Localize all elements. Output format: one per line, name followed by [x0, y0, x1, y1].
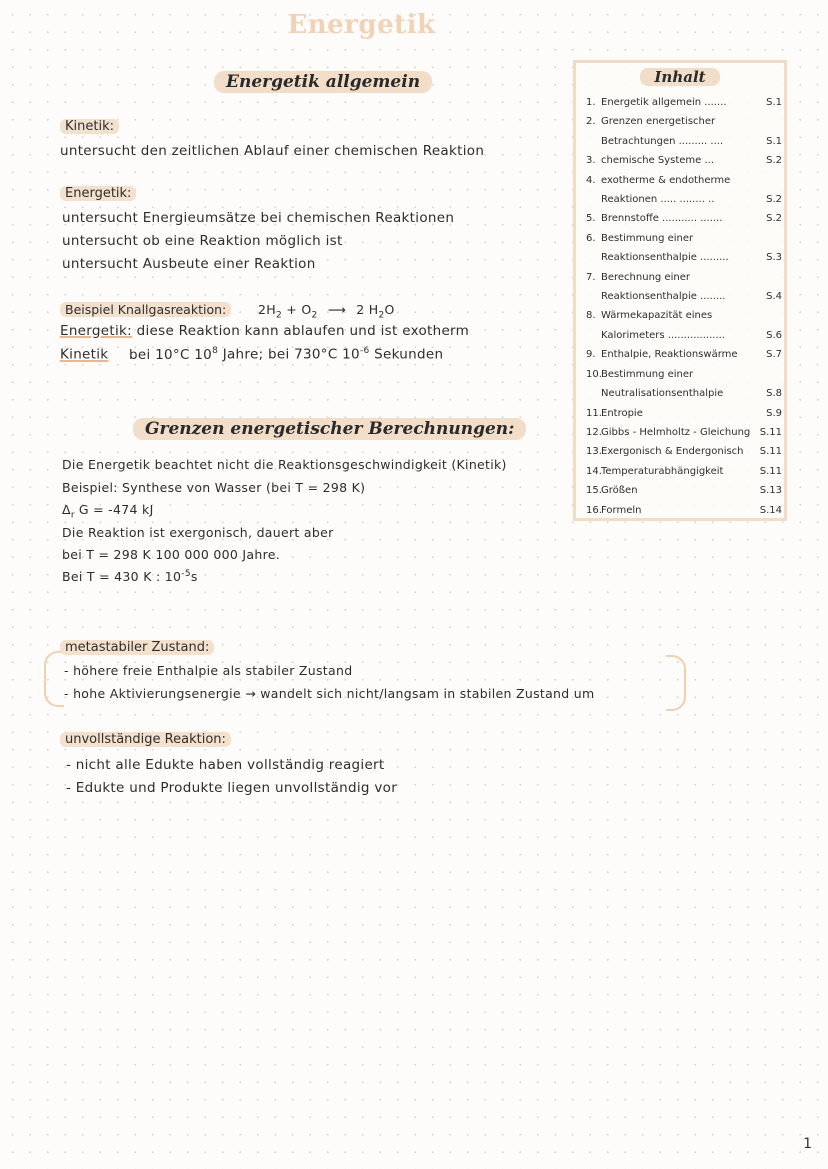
toc-item[interactable] — [586, 171, 782, 210]
beispiel-knallgas-label: Beispiel Knallgasreaktion: — [60, 302, 231, 317]
toc-item-page: S.3 — [766, 252, 782, 264]
toc-item-text: Berechnung einer — [601, 271, 690, 283]
kinetik-definition: untersucht den zeitlichen Ablauf einer chemischen Reaktion — [60, 143, 485, 159]
toc-item[interactable] — [586, 423, 782, 442]
toc-item-text: Grenzen energetischer — [601, 116, 716, 128]
grenzen-line-4: Die Reaktion ist exergonisch, dauert aber — [62, 525, 334, 540]
unvollstaendig-line-2: - Edukte und Produkte liegen unvollständig vor — [66, 780, 398, 796]
toc-item-continuation: Reaktionen ..... ........ .. — [601, 194, 715, 206]
toc-item-continuation: Reaktionsenthalpie ......... — [601, 252, 729, 264]
toc-item-number: 1. — [586, 97, 596, 108]
toc-item-page: S.1 — [766, 97, 782, 108]
toc-item-text: Gibbs - Helmholtz - Gleichung — [601, 426, 751, 438]
grenzen-line-5: bei T = 298 K 100 000 000 Jahre. — [62, 547, 281, 562]
toc-item-page: S.14 — [759, 504, 782, 516]
toc-item-text: Formeln — [601, 504, 642, 516]
toc-item-number: 4. — [586, 174, 596, 186]
grenzen-line-1: Die Energetik beachtet nicht die Reaktionsgeschwindigkeit (Kinetik) — [62, 457, 507, 472]
toc-item-number: 5. — [586, 213, 596, 225]
toc-item-text: Entropie — [601, 407, 643, 419]
toc-item[interactable] — [586, 151, 782, 170]
grenzen-delta-g: $\Delta_r$ G = -474 kJ — [62, 502, 154, 521]
kinetik-example: Kinetik bei 10°C $10^8$ Jahre; bei 730°C $10^{-6}$ Sekunden — [60, 346, 444, 363]
toc-item[interactable] — [586, 365, 782, 404]
toc-item-number: 3. — [586, 155, 596, 167]
toc-item-page: S.9 — [766, 407, 782, 419]
section-heading-energetik-allgemein: Energetik allgemein — [214, 71, 432, 93]
toc-item-number: 2. — [586, 116, 596, 128]
table-of-contents — [573, 60, 787, 521]
energetik-line-2: untersucht ob eine Reaktion möglich ist — [62, 233, 343, 249]
section-heading-grenzen: Grenzen energetischer Berechnungen: — [133, 418, 526, 440]
toc-item-number: 13. — [586, 446, 602, 458]
toc-item-page: S.1 — [766, 135, 782, 147]
energetik-line-1: untersucht Energieumsätze bei chemischen Reaktionen — [62, 210, 455, 226]
toc-item-page: S.7 — [766, 349, 782, 361]
toc-item-text: Größen — [601, 485, 638, 497]
toc-item-continuation: Kalorimeters .................. — [601, 329, 725, 341]
toc-item-text: exotherme & endotherme — [601, 174, 731, 186]
toc-item-number: 9. — [586, 349, 596, 361]
toc-item[interactable] — [586, 93, 782, 112]
toc-item-page: S.2 — [766, 194, 782, 206]
toc-item-continuation: Betrachtungen ......... .... — [601, 135, 724, 147]
page-number: 1 — [803, 1136, 812, 1152]
toc-item-page: S.2 — [766, 155, 782, 167]
toc-item-number: 11. — [586, 407, 602, 419]
toc-item-page: S.11 — [759, 446, 782, 458]
toc-item-number: 16. — [586, 504, 602, 516]
toc-item-text: Wärmekapazität eines — [601, 310, 713, 322]
toc-item-text: Bestimmung einer — [601, 232, 694, 244]
toc-item-text: Bestimmung einer — [601, 368, 694, 380]
toc-item-text: Exergonisch & Endergonisch — [601, 446, 744, 458]
metastabiler-zustand-label: metastabiler Zustand: — [60, 640, 214, 655]
toc-item[interactable] — [586, 306, 782, 345]
toc-item-number: 15. — [586, 485, 602, 497]
toc-item[interactable] — [586, 462, 782, 481]
toc-item-page: S.8 — [766, 388, 782, 400]
toc-item-page: S.11 — [759, 426, 782, 438]
toc-item[interactable] — [586, 501, 782, 520]
toc-list — [586, 93, 782, 520]
toc-item-number: 8. — [586, 310, 596, 322]
toc-item-page: S.6 — [766, 329, 782, 341]
toc-item-text: Temperaturabhängigkeit — [601, 465, 724, 477]
toc-item-number: 7. — [586, 271, 596, 283]
toc-item[interactable] — [586, 345, 782, 364]
toc-item[interactable] — [586, 404, 782, 423]
toc-item-continuation: Reaktionsenthalpie ........ — [601, 291, 726, 303]
energetik-label: Energetik: — [60, 186, 136, 201]
energetik-line-3: untersucht Ausbeute einer Reaktion — [62, 256, 316, 272]
unvollstaendige-reaktion-label: unvollständige Reaktion: — [60, 732, 231, 747]
toc-item-page: S.4 — [766, 291, 782, 303]
kinetik-label: Kinetik: — [60, 119, 119, 134]
toc-item[interactable] — [586, 442, 782, 461]
toc-item-page: S.13 — [759, 485, 782, 497]
toc-item[interactable] — [586, 112, 782, 151]
grenzen-line-6: Bei T = 430 K : $10^{-5}s$ — [62, 569, 198, 585]
knallgas-equation: $2H_2 + O_2$ ⟶ 2 $H_2O$ — [258, 302, 395, 321]
metastabil-line-2: - hohe Aktivierungsenergie → wandelt sich nicht/langsam in stabilen Zustand um — [64, 686, 595, 701]
toc-item-text: chemische Systeme ... — [601, 155, 715, 167]
toc-title: Inhalt — [640, 68, 720, 86]
grenzen-line-2: Beispiel: Synthese von Wasser (bei T = 298 K) — [62, 480, 366, 495]
toc-item-number: 12. — [586, 426, 602, 438]
toc-item-text: Brennstoffe ........... ....... — [601, 213, 723, 225]
toc-item-continuation: Neutralisationsenthalpie — [601, 388, 724, 400]
toc-item-number: 10. — [586, 368, 602, 380]
unvollstaendig-line-1: - nicht alle Edukte haben vollständig reagiert — [66, 757, 385, 773]
page-title: Energetik — [287, 10, 436, 40]
energetik-example: Energetik: diese Reaktion kann ablaufen und ist exotherm — [60, 323, 470, 339]
toc-item-page: S.11 — [759, 465, 782, 477]
toc-item[interactable] — [586, 209, 782, 228]
toc-item[interactable] — [586, 229, 782, 268]
left-bracket-decoration — [44, 651, 64, 707]
toc-item-number: 14. — [586, 465, 602, 477]
toc-item-number: 6. — [586, 232, 596, 244]
toc-item[interactable] — [586, 481, 782, 500]
right-bracket-decoration — [666, 655, 686, 711]
metastabil-line-1: - höhere freie Enthalpie als stabiler Zustand — [64, 663, 353, 678]
toc-item-page: S.2 — [766, 213, 782, 225]
toc-item-text: Enthalpie, Reaktionswärme — [601, 349, 738, 361]
toc-item-text: Energetik allgemein ....... — [601, 97, 727, 108]
toc-item[interactable] — [586, 268, 782, 307]
